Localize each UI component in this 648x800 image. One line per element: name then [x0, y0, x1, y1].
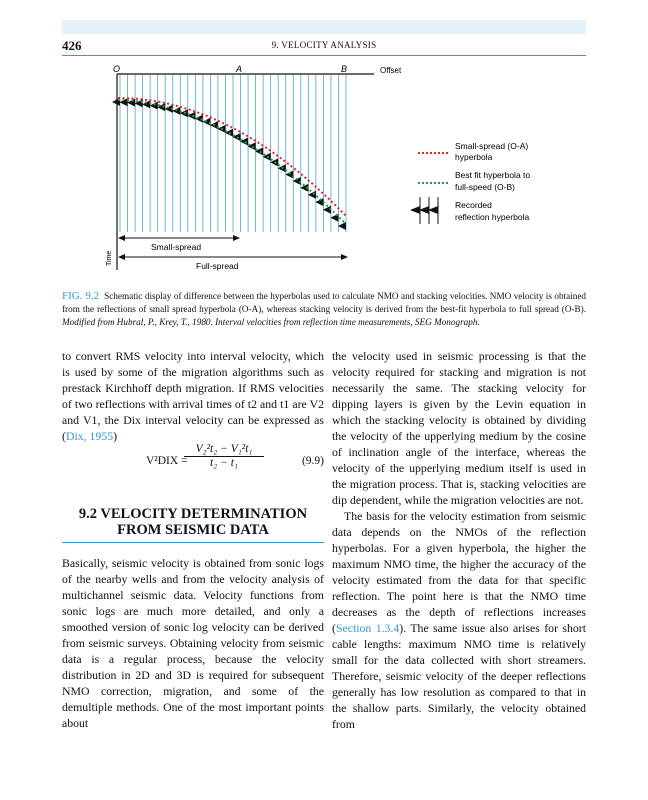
left-para1-end: ) [113, 429, 118, 443]
equation-numerator: V₂²t₂ − V₁²t₁ [184, 443, 264, 457]
section-1-3-4-link[interactable]: Section 1.3.4 [335, 621, 400, 635]
caption-label: FIG. 9.2 [62, 290, 100, 302]
figure-caption [62, 290, 586, 329]
legend-best-fit-l2: full-speed (O-B) [455, 182, 515, 192]
reflection-wavelet [315, 198, 323, 206]
best-fit-hyperbola [118, 100, 346, 224]
left-column-bottom [62, 555, 324, 731]
reflection-wavelet [240, 138, 248, 146]
reflection-wavelet [248, 142, 256, 150]
equation-denominator: t₂ − t₁ [210, 457, 238, 469]
label-offset: Offset [380, 66, 402, 75]
reflection-wavelet [338, 222, 346, 230]
label-time: Time [106, 250, 113, 266]
small-spread-label: Small-spread [151, 242, 202, 252]
left-column-top [62, 348, 324, 444]
caption-text: Schematic display of difference between the hyperbolas used to calculate NMO and stacking velocities. NMO velocity is obtained from the reflections of small spread hyperbola (O-A), whereas stacking velocity is derived from the best-fit hyperbola to full spread (O-B). [62, 291, 587, 314]
dix-1955-link[interactable]: Dix, 1955 [65, 429, 114, 443]
legend-small-spread-l2: hyperbola [455, 152, 493, 162]
small-spread-arrow [118, 235, 240, 241]
equation-number: (9.9) [301, 455, 324, 467]
legend-recorded-l2: reflection hyperbola [455, 212, 530, 222]
right-para2-end: ). The same issue also arises for short cable lengths: maximum NMO time is relatively small for the data collected with short streamers. Therefore, seismic velocity of the deeper reflections generally has low resolution as compared to that in the shallow parts. Similarly, the velocity obtained from [332, 621, 586, 731]
reflection-wavelet [135, 99, 143, 107]
legend-wavelet-icon [410, 197, 438, 224]
reflection-wavelet [142, 100, 150, 108]
legend-small-spread-l1: Small-spread (O-A) [455, 141, 529, 151]
small-spread-hyperbola [118, 98, 346, 216]
section-rule [62, 542, 324, 543]
label-o: O [113, 64, 121, 74]
caption-source: Modified from Hubral, P., Krey, T., 1980. Interval velocities from reflection time measurements, SEG Monograph. [62, 317, 480, 327]
equation-lhs: V²DIX = [146, 455, 188, 467]
left-para1: to convert RMS velocity into interval velocity, which is used by some of the migration algorithms such as prestack Kirchhoff depth migration. If RMS velocities of two reflections with arrival times of t2 and t1 are V2 and V1, the Dix interval velocity can be expressed as ( [62, 349, 324, 443]
full-spread-label: Full-spread [196, 261, 239, 271]
right-column [332, 348, 586, 732]
right-para2: The basis for the velocity estimation from seismic data depends on the NMOs of the reflection hyperbolas. For a given hyperbola, the higher the maximum NMO time, the higher the accuracy of the velocity estimated from the data for that specific reflection. The point here is that the NMO time decreases as the depth of reflections increases ( [332, 509, 586, 635]
running-head: 9. VELOCITY ANALYSIS [271, 40, 377, 50]
reflection-wavelet [308, 191, 316, 199]
legend-recorded-l1: Recorded [455, 200, 492, 210]
reflection-wavelet [323, 206, 331, 214]
label-a: A [236, 64, 243, 74]
equation-fraction [184, 443, 264, 469]
legend-best-fit-l1: Best fit hyperbola to [455, 170, 531, 180]
figure-nmo-hyperbolas [0, 0, 648, 290]
right-para1: the velocity used in seismic processing is that the velocity required for stacking and migration is not necessarily the same. The stacking velocity for dipping layers is given by the Levin equation in which the stacking velocity is obtained by dividing the velocity of the upperlying medium by the cosine of inclination angle of the interface, whereas the velocity of the upperlying medium itself is used in the migration process. That is, stacking velocities are dip dependent, while the migration velocities are not. [332, 349, 586, 507]
page-number: 426 [62, 38, 82, 53]
trace-group [112, 75, 346, 232]
section-title: 9.2 VELOCITY DETERMINATION FROM SEISMIC DATA [78, 506, 308, 538]
reflection-wavelet [255, 147, 263, 155]
reflection-wavelet [225, 129, 233, 137]
reflection-wavelet [233, 133, 241, 141]
full-spread-arrow [118, 254, 348, 260]
label-b: B [341, 64, 348, 74]
left-para2: Basically, seismic velocity is obtained from sonic logs of the nearby wells and from the velocity analysis of multichannel seismic data. Velocity functions from sonic logs are much more detailed, and only a smoothed version of sonic log velocity can be derived from seismic surveys. Obtaining velocity from seismic data is a regular process, because the velocity distribution in 2D and 3D is required for subsequent NMO correction, migration, and some of the demultiple methods. One of the most important points about [62, 556, 324, 730]
equation-9-9 [62, 443, 324, 483]
